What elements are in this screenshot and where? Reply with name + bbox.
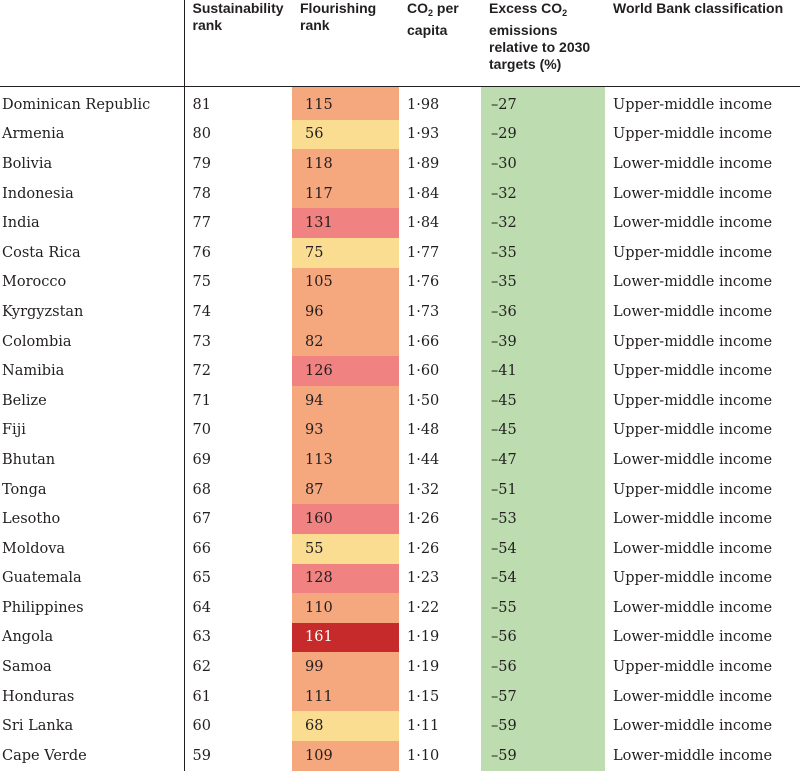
sustainability-rank-cell: 72 <box>192 363 211 380</box>
table-body <box>0 87 800 771</box>
excess-co2-cell: –56 <box>481 623 605 653</box>
table-row <box>0 386 800 416</box>
co2-per-capita-cell: 1·15 <box>407 688 440 705</box>
co2-per-capita-cell: 1·84 <box>407 185 440 202</box>
excess-co2-cell: –47 <box>481 445 605 475</box>
excess-co2-cell: –41 <box>481 356 605 386</box>
sustainability-rank-cell: 61 <box>192 688 211 705</box>
sustainability-rank-cell: 60 <box>192 718 211 735</box>
table-row <box>0 593 800 623</box>
excess-co2-cell: –30 <box>481 149 605 179</box>
country-cell: Indonesia <box>0 179 184 209</box>
header-co2-per-capita <box>399 0 481 87</box>
country-cell: Kyrgyzstan <box>0 297 184 327</box>
table-row <box>0 238 800 268</box>
co2-per-capita-cell: 1·84 <box>407 215 440 232</box>
flourishing-rank-cell: 99 <box>292 652 399 682</box>
classification-cell: Lower-middle income <box>613 274 773 291</box>
flourishing-rank-cell: 96 <box>292 297 399 327</box>
flourishing-rank-cell: 68 <box>292 711 399 741</box>
country-cell: Bhutan <box>0 445 184 475</box>
co2-per-capita-cell: 1·44 <box>407 451 440 468</box>
table-row <box>0 179 800 209</box>
flourishing-rank-cell: 55 <box>292 534 399 564</box>
country-cell: Cape Verde <box>0 741 184 771</box>
co2-per-capita-cell: 1·98 <box>407 96 440 113</box>
country-cell: Honduras <box>0 682 184 712</box>
co2-per-capita-cell: 1·11 <box>407 718 440 735</box>
table-row <box>0 120 800 150</box>
co2-per-capita-cell: 1·32 <box>407 481 440 498</box>
sustainability-rank-cell: 70 <box>192 422 211 439</box>
sustainability-rank-cell: 59 <box>192 747 211 764</box>
excess-label: Excess CO <box>489 0 563 16</box>
flourishing-rank-cell: 109 <box>292 741 399 771</box>
table-row <box>0 504 800 534</box>
sustainability-rank-cell: 64 <box>192 599 211 616</box>
country-cell: Bolivia <box>0 149 184 179</box>
classification-cell: Upper-middle income <box>613 570 773 587</box>
classification-cell: Upper-middle income <box>613 244 773 261</box>
co2-per-capita-cell: 1·48 <box>407 422 440 439</box>
sustainability-rank-cell: 71 <box>192 392 211 409</box>
header-row <box>0 0 800 87</box>
country-cell: Namibia <box>0 356 184 386</box>
country-cell: Colombia <box>0 327 184 357</box>
header-flourishing-rank: Flourishing rank <box>292 0 399 87</box>
country-cell: Angola <box>0 623 184 653</box>
country-cell: Guatemala <box>0 564 184 594</box>
co2-label-rest: per capita <box>407 0 459 38</box>
country-cell: Sri Lanka <box>0 711 184 741</box>
country-cell: Morocco <box>0 268 184 298</box>
excess-label-rest: emissions relative to 2030 targets (%) <box>489 22 591 72</box>
flourishing-rank-cell: 94 <box>292 386 399 416</box>
flourishing-rank-cell: 117 <box>292 179 399 209</box>
co2-per-capita-cell: 1·77 <box>407 244 440 261</box>
flourishing-rank-cell: 105 <box>292 268 399 298</box>
sustainability-rank-cell: 78 <box>192 185 211 202</box>
co2-per-capita-cell: 1·50 <box>407 392 440 409</box>
country-cell: Dominican Republic <box>0 87 184 120</box>
flourishing-rank-cell: 75 <box>292 238 399 268</box>
sustainability-rank-cell: 65 <box>192 570 211 587</box>
excess-co2-cell: –59 <box>481 711 605 741</box>
excess-co2-cell: –56 <box>481 652 605 682</box>
flourishing-rank-cell: 87 <box>292 475 399 505</box>
country-cell: Moldova <box>0 534 184 564</box>
country-cell: Lesotho <box>0 504 184 534</box>
classification-cell: Lower-middle income <box>613 155 773 172</box>
header-country <box>0 0 184 87</box>
classification-cell: Upper-middle income <box>613 96 773 113</box>
table-row <box>0 475 800 505</box>
table-row <box>0 682 800 712</box>
sustainability-rank-cell: 75 <box>192 274 211 291</box>
flourishing-rank-cell: 110 <box>292 593 399 623</box>
excess-co2-cell: –54 <box>481 564 605 594</box>
classification-cell: Lower-middle income <box>613 599 773 616</box>
sustainability-rank-cell: 68 <box>192 481 211 498</box>
excess-co2-cell: –29 <box>481 120 605 150</box>
classification-cell: Lower-middle income <box>613 540 773 557</box>
flourishing-rank-cell: 160 <box>292 504 399 534</box>
excess-co2-cell: –51 <box>481 475 605 505</box>
table-row <box>0 297 800 327</box>
co2-per-capita-cell: 1·26 <box>407 540 440 557</box>
table-row <box>0 208 800 238</box>
country-cell: Tonga <box>0 475 184 505</box>
table-row <box>0 623 800 653</box>
header-excess-co2 <box>481 0 605 87</box>
flourishing-rank-cell: 111 <box>292 682 399 712</box>
flourishing-rank-cell: 118 <box>292 149 399 179</box>
sustainability-rank-cell: 63 <box>192 629 211 646</box>
country-cell: India <box>0 208 184 238</box>
flourishing-rank-cell: 126 <box>292 356 399 386</box>
flourishing-rank-cell: 56 <box>292 120 399 150</box>
classification-cell: Lower-middle income <box>613 511 773 528</box>
sustainability-rank-cell: 81 <box>192 96 211 113</box>
classification-cell: Lower-middle income <box>613 629 773 646</box>
co2-per-capita-cell: 1·19 <box>407 629 440 646</box>
table-row <box>0 445 800 475</box>
sustainability-rank-cell: 73 <box>192 333 211 350</box>
sustainability-rank-cell: 67 <box>192 511 211 528</box>
excess-subscript: 2 <box>562 8 568 18</box>
table-row <box>0 564 800 594</box>
co2-per-capita-cell: 1·22 <box>407 599 440 616</box>
flourishing-rank-cell: 128 <box>292 564 399 594</box>
flourishing-rank-cell: 93 <box>292 416 399 446</box>
table-row <box>0 652 800 682</box>
classification-cell: Upper-middle income <box>613 422 773 439</box>
classification-cell: Upper-middle income <box>613 363 773 380</box>
excess-co2-cell: –35 <box>481 238 605 268</box>
table-row <box>0 327 800 357</box>
co2-per-capita-cell: 1·73 <box>407 303 440 320</box>
co2-per-capita-cell: 1·76 <box>407 274 440 291</box>
classification-cell: Upper-middle income <box>613 392 773 409</box>
co2-per-capita-cell: 1·19 <box>407 659 440 676</box>
country-cell: Belize <box>0 386 184 416</box>
flourishing-rank-cell: 115 <box>292 87 399 120</box>
header-sustainability-rank: Sustainability rank <box>184 0 292 87</box>
flourishing-rank-cell: 161 <box>292 623 399 653</box>
excess-co2-cell: –35 <box>481 268 605 298</box>
co2-per-capita-cell: 1·89 <box>407 155 440 172</box>
sustainability-rank-cell: 77 <box>192 215 211 232</box>
country-cell: Samoa <box>0 652 184 682</box>
table-row <box>0 356 800 386</box>
co2-subscript: 2 <box>428 8 434 18</box>
excess-co2-cell: –45 <box>481 416 605 446</box>
classification-cell: Lower-middle income <box>613 688 773 705</box>
table-row <box>0 416 800 446</box>
table-row <box>0 87 800 120</box>
table-row <box>0 534 800 564</box>
classification-cell: Lower-middle income <box>613 747 773 764</box>
classification-cell: Upper-middle income <box>613 659 773 676</box>
table-row <box>0 268 800 298</box>
co2-per-capita-cell: 1·23 <box>407 570 440 587</box>
excess-co2-cell: –57 <box>481 682 605 712</box>
excess-co2-cell: –54 <box>481 534 605 564</box>
co2-per-capita-cell: 1·66 <box>407 333 440 350</box>
country-cell: Armenia <box>0 120 184 150</box>
excess-co2-cell: –59 <box>481 741 605 771</box>
table-row <box>0 711 800 741</box>
excess-co2-cell: –32 <box>481 208 605 238</box>
excess-co2-cell: –39 <box>481 327 605 357</box>
table-row <box>0 741 800 771</box>
classification-cell: Lower-middle income <box>613 303 773 320</box>
classification-cell: Lower-middle income <box>613 185 773 202</box>
flourishing-rank-cell: 113 <box>292 445 399 475</box>
excess-co2-cell: –36 <box>481 297 605 327</box>
excess-co2-cell: –55 <box>481 593 605 623</box>
co2-per-capita-cell: 1·26 <box>407 511 440 528</box>
excess-co2-cell: –32 <box>481 179 605 209</box>
excess-co2-cell: –53 <box>481 504 605 534</box>
sustainability-rank-cell: 62 <box>192 659 211 676</box>
classification-cell: Upper-middle income <box>613 126 773 143</box>
excess-co2-cell: –27 <box>481 87 605 120</box>
excess-co2-cell: –45 <box>481 386 605 416</box>
co2-label: CO <box>407 0 428 16</box>
classification-cell: Upper-middle income <box>613 333 773 350</box>
co2-per-capita-cell: 1·10 <box>407 747 440 764</box>
flourishing-rank-cell: 131 <box>292 208 399 238</box>
sustainability-rank-cell: 79 <box>192 155 211 172</box>
table-row <box>0 149 800 179</box>
classification-cell: Lower-middle income <box>613 718 773 735</box>
sustainability-rank-cell: 74 <box>192 303 211 320</box>
sustainability-rank-cell: 69 <box>192 451 211 468</box>
classification-cell: Lower-middle income <box>613 451 773 468</box>
co2-per-capita-cell: 1·93 <box>407 126 440 143</box>
flourishing-rank-cell: 82 <box>292 327 399 357</box>
sustainability-rank-cell: 66 <box>192 540 211 557</box>
sustainability-rank-cell: 76 <box>192 244 211 261</box>
classification-cell: Upper-middle income <box>613 481 773 498</box>
co2-per-capita-cell: 1·60 <box>407 363 440 380</box>
country-cell: Philippines <box>0 593 184 623</box>
table-header <box>0 0 800 87</box>
sustainability-rank-cell: 80 <box>192 126 211 143</box>
header-world-bank-classification: World Bank classification <box>605 0 800 87</box>
country-cell: Costa Rica <box>0 238 184 268</box>
country-cell: Fiji <box>0 416 184 446</box>
classification-cell: Lower-middle income <box>613 215 773 232</box>
